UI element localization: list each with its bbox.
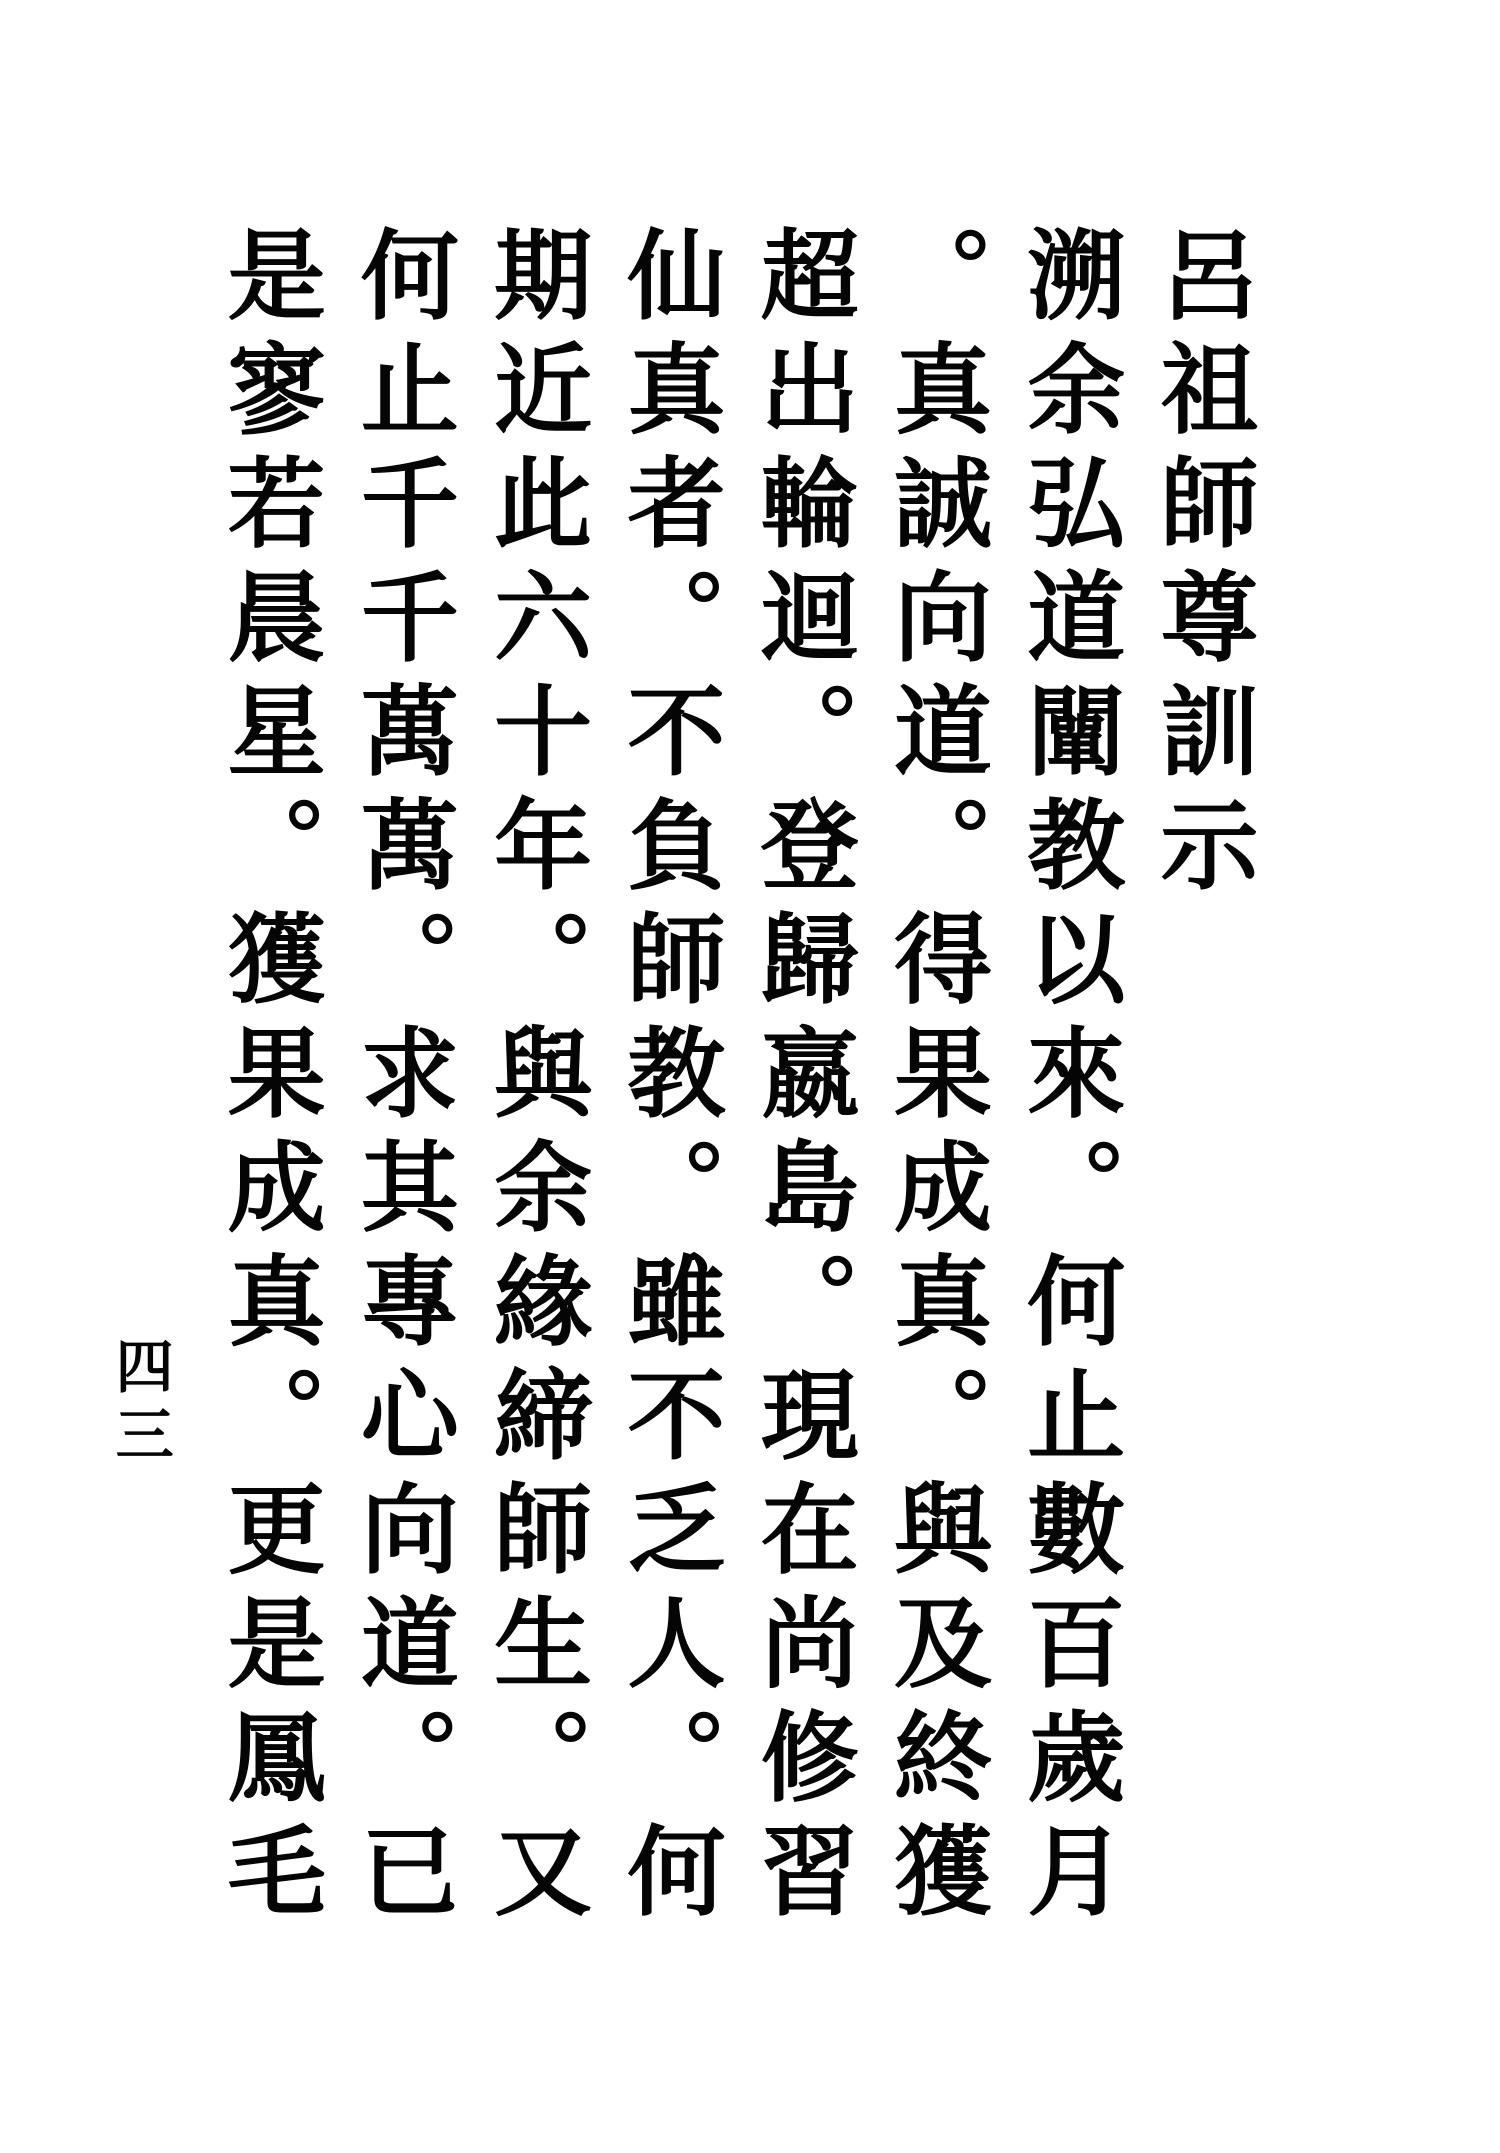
text-column-5: 期近此六十年。與余緣締師生。又 <box>477 224 593 1934</box>
text-column-4: 仙真者。不負師教。雖不乏人。何 <box>610 224 726 1934</box>
text-column-7: 是寥若晨星。獲果成真。更是鳳毛 <box>211 224 327 1934</box>
text-column-3: 超出輪迴。登歸嬴島。現在尚修習 <box>744 224 860 1934</box>
text-column-6: 何止千千萬萬。求其專心向道。已 <box>344 224 460 1934</box>
page-title: 呂祖師尊訓示 <box>1144 224 1259 908</box>
page-number: 四三 <box>105 1336 174 1472</box>
text-column-2: 。真誠向道。得果成真。與及終獲 <box>877 224 993 1934</box>
vertical-text-block <box>202 224 1268 2004</box>
text-column-1: 溯余弘道闡教以來。何止數百歲月 <box>1010 224 1126 1934</box>
